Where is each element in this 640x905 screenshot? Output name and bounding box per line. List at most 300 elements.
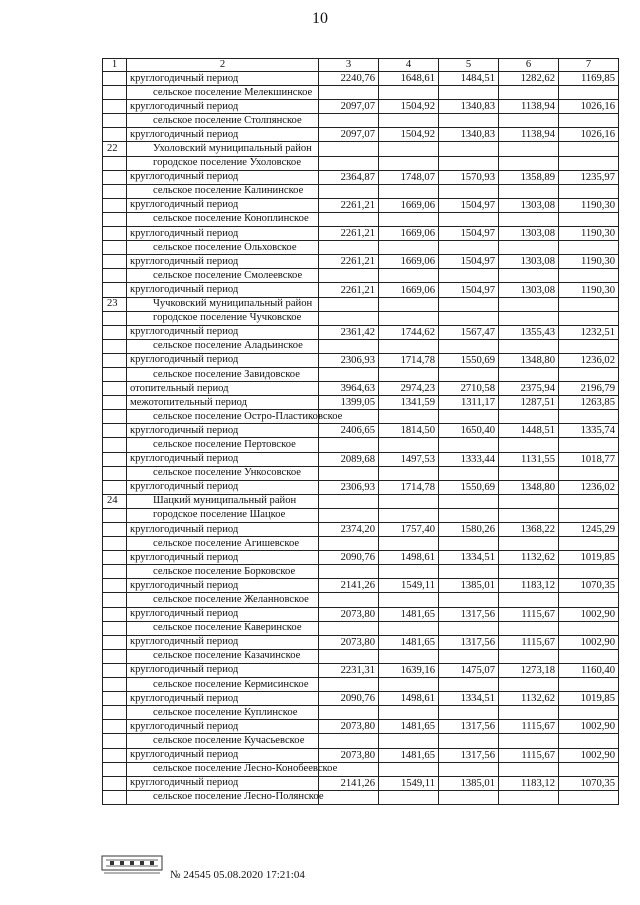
- settlement-name: сельское поселение Столпянское: [127, 114, 319, 128]
- row-number: [103, 508, 127, 522]
- column-header: 3: [319, 59, 379, 72]
- tariff-value: [379, 466, 439, 480]
- tariff-value: 1317,56: [439, 607, 499, 621]
- row-number: [103, 607, 127, 621]
- tariff-value: [379, 621, 439, 635]
- tariff-value: 1340,83: [439, 128, 499, 142]
- tariff-value: [379, 311, 439, 325]
- tariff-value: [559, 184, 619, 198]
- tariff-value: 1190,30: [559, 283, 619, 297]
- tariff-value: 2240,76: [319, 72, 379, 86]
- tariff-value: [319, 86, 379, 100]
- row-number: [103, 396, 127, 410]
- settlement-row: [103, 734, 619, 748]
- tariff-value: 1814,50: [379, 424, 439, 438]
- tariff-value: 2090,76: [319, 692, 379, 706]
- tariff-value: [379, 438, 439, 452]
- settlement-name: сельское поселение Казачинское: [127, 649, 319, 663]
- tariff-value: 1169,85: [559, 72, 619, 86]
- settlement-row: [103, 762, 619, 776]
- settlement-row: [103, 565, 619, 579]
- settlement-row: [103, 184, 619, 198]
- value-row: [103, 100, 619, 114]
- tariff-value: 1317,56: [439, 748, 499, 762]
- tariff-value: 1070,35: [559, 776, 619, 790]
- settlement-row: [103, 508, 619, 522]
- period-name: круглогодичный период: [127, 748, 319, 762]
- tariff-value: [439, 466, 499, 480]
- tariff-value: 2974,23: [379, 382, 439, 396]
- tariff-table: [102, 58, 619, 805]
- tariff-value: [499, 593, 559, 607]
- tariff-value: 2364,87: [319, 170, 379, 184]
- tariff-value: 1348,80: [499, 353, 559, 367]
- value-row: [103, 382, 619, 396]
- period-name: круглогодичный период: [127, 579, 319, 593]
- settlement-row: [103, 537, 619, 551]
- tariff-value: 1236,02: [559, 480, 619, 494]
- tariff-value: 1650,40: [439, 424, 499, 438]
- tariff-value: [499, 649, 559, 663]
- settlement-row: [103, 790, 619, 804]
- tariff-value: 1504,97: [439, 227, 499, 241]
- value-row: [103, 227, 619, 241]
- tariff-value: 1341,59: [379, 396, 439, 410]
- value-row: [103, 396, 619, 410]
- tariff-value: [499, 142, 559, 156]
- period-name: круглогодичный период: [127, 100, 319, 114]
- tariff-value: 1138,94: [499, 100, 559, 114]
- value-row: [103, 283, 619, 297]
- tariff-value: 1160,40: [559, 663, 619, 677]
- tariff-value: [499, 241, 559, 255]
- row-number: [103, 72, 127, 86]
- row-number: [103, 212, 127, 226]
- period-name: круглогодичный период: [127, 607, 319, 621]
- period-name: круглогодичный период: [127, 424, 319, 438]
- tariff-value: 2710,58: [439, 382, 499, 396]
- tariff-value: 1714,78: [379, 353, 439, 367]
- tariff-value: [379, 593, 439, 607]
- tariff-value: [499, 537, 559, 551]
- settlement-name: сельское поселение Ольховское: [127, 241, 319, 255]
- tariff-value: [439, 184, 499, 198]
- settlement-name: сельское поселение Борковское: [127, 565, 319, 579]
- settlement-name: сельское поселение Кучасьевское: [127, 734, 319, 748]
- settlement-name: сельское поселение Лесно-Полянское: [127, 790, 319, 804]
- period-name: круглогодичный период: [127, 325, 319, 339]
- tariff-value: [559, 241, 619, 255]
- tariff-value: [439, 367, 499, 381]
- tariff-value: 1002,90: [559, 748, 619, 762]
- tariff-value: [499, 621, 559, 635]
- settlement-name: сельское поселение Завидовское: [127, 367, 319, 381]
- settlement-row: [103, 86, 619, 100]
- tariff-value: 1026,16: [559, 128, 619, 142]
- row-number: [103, 790, 127, 804]
- tariff-value: [439, 734, 499, 748]
- column-header: 4: [379, 59, 439, 72]
- tariff-value: 1497,53: [379, 452, 439, 466]
- value-row: [103, 325, 619, 339]
- district-row: [103, 494, 619, 508]
- tariff-value: 1317,56: [439, 720, 499, 734]
- value-row: [103, 635, 619, 649]
- value-row: [103, 551, 619, 565]
- value-row: [103, 607, 619, 621]
- settlement-row: [103, 706, 619, 720]
- row-number: [103, 593, 127, 607]
- tariff-value: 1498,61: [379, 551, 439, 565]
- tariff-value: [319, 142, 379, 156]
- tariff-value: 1448,51: [499, 424, 559, 438]
- tariff-value: [379, 537, 439, 551]
- tariff-value: [439, 86, 499, 100]
- tariff-value: 1549,11: [379, 776, 439, 790]
- tariff-value: [439, 410, 499, 424]
- tariff-value: 1484,51: [439, 72, 499, 86]
- tariff-value: 1002,90: [559, 635, 619, 649]
- tariff-value: [319, 494, 379, 508]
- tariff-value: [439, 678, 499, 692]
- settlement-row: [103, 621, 619, 635]
- row-number: [103, 311, 127, 325]
- row-number: [103, 720, 127, 734]
- tariff-value: [379, 86, 439, 100]
- tariff-value: [379, 706, 439, 720]
- document-registration-mark: № 24545 05.08.2020 17:21:04: [170, 869, 305, 881]
- row-number: 22: [103, 142, 127, 156]
- tariff-value: 1475,07: [439, 663, 499, 677]
- row-number: [103, 748, 127, 762]
- settlement-name: сельское поселение Куплинское: [127, 706, 319, 720]
- tariff-value: 1567,47: [439, 325, 499, 339]
- tariff-value: 2097,07: [319, 100, 379, 114]
- value-row: [103, 128, 619, 142]
- tariff-value: [559, 311, 619, 325]
- tariff-value: 1348,80: [499, 480, 559, 494]
- period-name: круглогодичный период: [127, 283, 319, 297]
- tariff-value: 2361,42: [319, 325, 379, 339]
- tariff-value: [499, 297, 559, 311]
- tariff-value: 1303,08: [499, 227, 559, 241]
- tariff-value: 1714,78: [379, 480, 439, 494]
- tariff-value: 1335,74: [559, 424, 619, 438]
- tariff-value: 1550,69: [439, 353, 499, 367]
- tariff-value: [559, 86, 619, 100]
- settlement-row: [103, 466, 619, 480]
- row-number: [103, 156, 127, 170]
- tariff-value: 1303,08: [499, 198, 559, 212]
- tariff-value: [439, 593, 499, 607]
- settlement-row: [103, 367, 619, 381]
- tariff-value: [319, 241, 379, 255]
- tariff-value: [559, 593, 619, 607]
- tariff-value: 1481,65: [379, 635, 439, 649]
- settlement-name: сельское поселение Аладьинское: [127, 339, 319, 353]
- tariff-value: 2141,26: [319, 776, 379, 790]
- tariff-value: 1070,35: [559, 579, 619, 593]
- tariff-value: [319, 311, 379, 325]
- tariff-value: [319, 790, 379, 804]
- tariff-value: [559, 649, 619, 663]
- tariff-value: [379, 212, 439, 226]
- settlement-name: сельское поселение Мелекшинское: [127, 86, 319, 100]
- tariff-value: 1183,12: [499, 776, 559, 790]
- tariff-value: 2261,21: [319, 255, 379, 269]
- tariff-value: 1744,62: [379, 325, 439, 339]
- tariff-value: 1115,67: [499, 720, 559, 734]
- tariff-value: 1669,06: [379, 227, 439, 241]
- settlement-name: сельское поселение Агишевское: [127, 537, 319, 551]
- settlement-row: [103, 438, 619, 452]
- column-header: 1: [103, 59, 127, 72]
- tariff-value: 1385,01: [439, 579, 499, 593]
- tariff-value: 1648,61: [379, 72, 439, 86]
- tariff-value: 1317,56: [439, 635, 499, 649]
- tariff-value: 1355,43: [499, 325, 559, 339]
- row-number: [103, 734, 127, 748]
- period-name: круглогодичный период: [127, 227, 319, 241]
- tariff-value: [379, 297, 439, 311]
- tariff-value: 1183,12: [499, 579, 559, 593]
- period-name: круглогодичный период: [127, 170, 319, 184]
- period-name: круглогодичный период: [127, 198, 319, 212]
- column-number-row: [103, 59, 619, 72]
- tariff-value: [499, 114, 559, 128]
- tariff-value: 2231,31: [319, 663, 379, 677]
- settlement-name: сельское поселение Желанновское: [127, 593, 319, 607]
- tariff-value: [559, 790, 619, 804]
- tariff-value: 1303,08: [499, 255, 559, 269]
- row-number: [103, 198, 127, 212]
- row-number: [103, 170, 127, 184]
- tariff-value: [439, 212, 499, 226]
- tariff-value: 1002,90: [559, 720, 619, 734]
- value-row: [103, 692, 619, 706]
- settlement-name: городское поселение Шацкое: [127, 508, 319, 522]
- tariff-value: [319, 649, 379, 663]
- tariff-value: [439, 621, 499, 635]
- tariff-value: [319, 212, 379, 226]
- row-number: [103, 621, 127, 635]
- tariff-value: [439, 508, 499, 522]
- period-name: круглогодичный период: [127, 551, 319, 565]
- period-name: круглогодичный период: [127, 255, 319, 269]
- tariff-value: 1019,85: [559, 692, 619, 706]
- row-number: [103, 579, 127, 593]
- tariff-value: 1232,51: [559, 325, 619, 339]
- settlement-name: сельское поселение Пертовское: [127, 438, 319, 452]
- tariff-value: [439, 297, 499, 311]
- row-number: [103, 114, 127, 128]
- row-number: [103, 438, 127, 452]
- settlement-row: [103, 241, 619, 255]
- row-number: [103, 762, 127, 776]
- tariff-value: [559, 142, 619, 156]
- tariff-value: 1190,30: [559, 198, 619, 212]
- tariff-value: 1669,06: [379, 198, 439, 212]
- period-name: круглогодичный период: [127, 776, 319, 790]
- tariff-value: [559, 508, 619, 522]
- tariff-value: 1481,65: [379, 720, 439, 734]
- tariff-value: [379, 410, 439, 424]
- tariff-value: 1273,18: [499, 663, 559, 677]
- tariff-value: [379, 508, 439, 522]
- tariff-value: 2306,93: [319, 353, 379, 367]
- tariff-value: [499, 790, 559, 804]
- district-name: Шацкий муниципальный район: [127, 494, 319, 508]
- period-name: межотопительный период: [127, 396, 319, 410]
- tariff-value: 1190,30: [559, 227, 619, 241]
- tariff-value: [379, 339, 439, 353]
- tariff-value: 1245,29: [559, 523, 619, 537]
- tariff-value: 2196,79: [559, 382, 619, 396]
- tariff-value: [559, 410, 619, 424]
- tariff-value: 1669,06: [379, 283, 439, 297]
- period-name: круглогодичный период: [127, 72, 319, 86]
- tariff-value: [499, 734, 559, 748]
- value-row: [103, 170, 619, 184]
- row-number: [103, 184, 127, 198]
- tariff-value: 1002,90: [559, 607, 619, 621]
- tariff-value: 1340,83: [439, 100, 499, 114]
- tariff-value: 1190,30: [559, 255, 619, 269]
- tariff-value: 1481,65: [379, 607, 439, 621]
- tariff-value: 2306,93: [319, 480, 379, 494]
- tariff-value: 2073,80: [319, 607, 379, 621]
- value-row: [103, 353, 619, 367]
- tariff-value: [439, 706, 499, 720]
- settlement-name: сельское поселение Лесно-Конобеевское: [127, 762, 319, 776]
- tariff-value: [319, 339, 379, 353]
- period-name: круглогодичный период: [127, 635, 319, 649]
- tariff-value: [379, 184, 439, 198]
- row-number: [103, 776, 127, 790]
- tariff-value: [439, 537, 499, 551]
- tariff-value: [559, 537, 619, 551]
- row-number: [103, 565, 127, 579]
- settlement-name: сельское поселение Калининское: [127, 184, 319, 198]
- tariff-value: 1026,16: [559, 100, 619, 114]
- tariff-value: [559, 565, 619, 579]
- tariff-value: 1132,62: [499, 551, 559, 565]
- tariff-value: 1549,11: [379, 579, 439, 593]
- tariff-value: [379, 241, 439, 255]
- tariff-value: [379, 367, 439, 381]
- period-name: круглогодичный период: [127, 353, 319, 367]
- tariff-value: 1115,67: [499, 748, 559, 762]
- tariff-value: [319, 621, 379, 635]
- tariff-value: [559, 678, 619, 692]
- tariff-value: 2073,80: [319, 635, 379, 649]
- tariff-value: [559, 621, 619, 635]
- tariff-value: [319, 269, 379, 283]
- column-header: 5: [439, 59, 499, 72]
- tariff-value: 1132,62: [499, 692, 559, 706]
- tariff-value: 1333,44: [439, 452, 499, 466]
- district-row: [103, 297, 619, 311]
- value-row: [103, 579, 619, 593]
- tariff-value: [439, 494, 499, 508]
- tariff-value: [319, 156, 379, 170]
- tariff-value: [439, 565, 499, 579]
- tariff-value: 2374,20: [319, 523, 379, 537]
- row-number: [103, 424, 127, 438]
- period-name: круглогодичный период: [127, 692, 319, 706]
- tariff-value: [319, 367, 379, 381]
- tariff-value: [319, 678, 379, 692]
- tariff-value: [439, 311, 499, 325]
- settlement-row: [103, 410, 619, 424]
- tariff-value: [559, 212, 619, 226]
- value-row: [103, 255, 619, 269]
- tariff-value: 1115,67: [499, 635, 559, 649]
- tariff-value: [319, 184, 379, 198]
- tariff-value: 1481,65: [379, 748, 439, 762]
- row-number: [103, 269, 127, 283]
- tariff-value: 1748,07: [379, 170, 439, 184]
- tariff-value: 1018,77: [559, 452, 619, 466]
- tariff-value: [319, 734, 379, 748]
- tariff-value: 1504,97: [439, 283, 499, 297]
- tariff-value: [439, 649, 499, 663]
- tariff-value: [559, 114, 619, 128]
- tariff-value: 1263,85: [559, 396, 619, 410]
- tariff-value: [499, 410, 559, 424]
- row-number: [103, 551, 127, 565]
- tariff-value: 1757,40: [379, 523, 439, 537]
- row-number: [103, 255, 127, 269]
- value-row: [103, 663, 619, 677]
- tariff-value: 1287,51: [499, 396, 559, 410]
- value-row: [103, 776, 619, 790]
- settlement-name: сельское поселение Каверинское: [127, 621, 319, 635]
- value-row: [103, 198, 619, 212]
- tariff-value: [319, 537, 379, 551]
- row-number: [103, 537, 127, 551]
- row-number: [103, 100, 127, 114]
- tariff-value: 2089,68: [319, 452, 379, 466]
- period-name: круглогодичный период: [127, 480, 319, 494]
- tariff-value: 1311,17: [439, 396, 499, 410]
- tariff-value: 1399,05: [319, 396, 379, 410]
- row-number: [103, 635, 127, 649]
- tariff-value: 2375,94: [499, 382, 559, 396]
- district-row: [103, 142, 619, 156]
- tariff-value: 1019,85: [559, 551, 619, 565]
- tariff-value: [319, 593, 379, 607]
- tariff-value: 1235,97: [559, 170, 619, 184]
- tariff-value: [559, 156, 619, 170]
- tariff-value: [319, 438, 379, 452]
- settlement-row: [103, 339, 619, 353]
- period-name: отопительный период: [127, 382, 319, 396]
- tariff-value: [499, 438, 559, 452]
- tariff-value: [439, 339, 499, 353]
- settlement-name: сельское поселение Остро-Пластиковское: [127, 410, 319, 424]
- tariff-value: 2261,21: [319, 198, 379, 212]
- row-number: [103, 86, 127, 100]
- tariff-value: [439, 156, 499, 170]
- tariff-value: [439, 114, 499, 128]
- tariff-value: [499, 212, 559, 226]
- row-number: [103, 353, 127, 367]
- tariff-value: 2406,65: [319, 424, 379, 438]
- row-number: [103, 241, 127, 255]
- tariff-value: [559, 339, 619, 353]
- value-row: [103, 424, 619, 438]
